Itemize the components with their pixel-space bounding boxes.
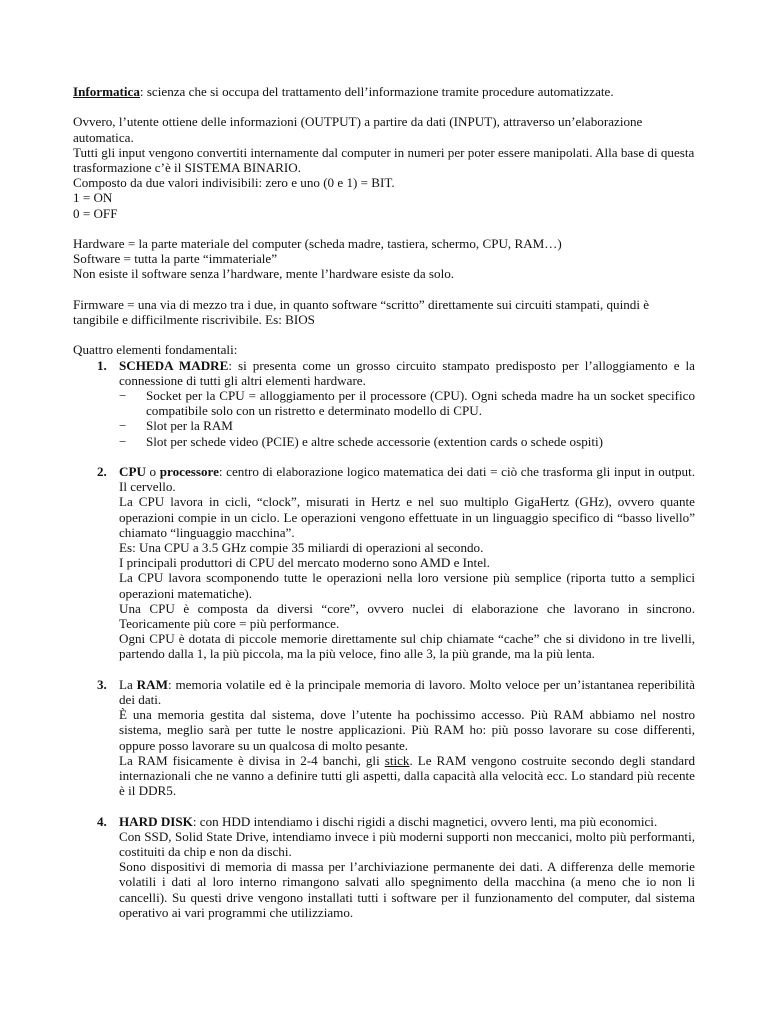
intro-paragraph-3: Composto da due valori indivisibili: zero e uno (0 e 1) = BIT. (73, 175, 395, 191)
stick-term: stick (384, 752, 410, 768)
ram-paragraph-system: È una memoria gestita dal sistema, dove l’utente ha pochissimo accesso. Più RAM abbiamo nel nostro sistema, meglio sarà per tutte le nostre applicazioni. Più RAM ho: più posso lavorare su cose differenti, oppure posso lavorare su un qualcosa di molto pesante. (119, 707, 695, 753)
intro-off-line: 0 = OFF (73, 205, 118, 221)
cpu-paragraph-example: Es: Una CPU a 3.5 GHz compie 35 miliardi di operazioni al secondo. (119, 540, 484, 556)
item-number: 4. (97, 813, 107, 829)
cpu-paragraph (119, 464, 695, 494)
sublist-item-text: Socket per la CPU = alloggiamento per il processore (CPU). Ogni scheda madre ha un socket specifico compatibile solo con un ristretto e determinato modello di CPU. (146, 388, 695, 419)
hdd-paragraph-ssd: Con SSD, Solid State Drive, intendiamo invece i più moderni supporti non meccanici, molto più performanti, costituiti da chip e non da dischi. (119, 828, 695, 860)
item-number: 3. (97, 676, 107, 692)
list-item-motherboard (73, 358, 695, 449)
intro-on-line: 1 = ON (73, 190, 113, 206)
item-title: RAM (136, 676, 168, 692)
item-connector: o (145, 464, 160, 479)
firmware-paragraph: Firmware = una via di mezzo tra i due, in quanto software “scritto” direttamente sui circuiti stampati, quindi è tangibile e difficilmente riscrivibile. Es: BIOS (73, 296, 650, 327)
ram-paragraph (119, 677, 695, 707)
sublist-item (119, 388, 695, 418)
item-title: SCHEDA MADRE (119, 357, 229, 373)
cpu-paragraph-decompose: La CPU lavora scomponendo tutte le operazioni nella loro versione più semplice (riporta tutto a semplici operazioni matematiche). (119, 570, 695, 601)
elements-heading: Quattro elementi fondamentali: (73, 342, 238, 358)
hdd-paragraph-storage: Sono dispositivi di memoria di massa per l’archiviazione permanente dei dati. A differenza delle memorie volatili i dati al loro interno rimangono salvati allo spegnimento della macchina (a meno che io non li cancelli). Su questi drive vengono installati tutti i software per il funzionamento del computer, dal sistema operativo ai vari programmi che utilizziamo. (119, 859, 695, 920)
definition-text: : scienza che si occupa del trattamento dell’informazione tramite procedure automatizzate. (139, 84, 614, 99)
cpu-paragraph-cache: Ogni CPU è dotata di piccole memorie direttamente sul chip chiamate “cache” che si dividono in tre livelli, partendo dalla 1, la più piccola, ma la più veloce, fino alle 3, la più grande, ma la più lenta. (119, 631, 695, 662)
sublist-item-text: Slot per schede video (PCIE) e altre schede accessorie (extention cards o schede ospiti) (146, 433, 604, 449)
item-text: : si presenta come un grosso circuito stampato predisposto per l’alloggiamento e la connessione di tutti gli altri elementi hardware. (119, 357, 695, 388)
dash-bullet-icon: − (119, 433, 127, 449)
hardware-note-line: Non esiste il software senza l’hardware, mente l’hardware esiste da solo. (73, 266, 455, 282)
sublist-item (119, 434, 695, 449)
hardware-line: Hardware = la parte materiale del computer (scheda madre, tastiera, schermo, CPU, RAM…) (73, 236, 562, 251)
ram-paragraph-banks (119, 753, 695, 799)
item-text: : centro di elaborazione logico matematica dei dati = ciò che trasforma gli input in output. Il cervello. (119, 464, 695, 495)
definition-term: Informatica (73, 84, 140, 99)
item-title: HARD DISK (119, 813, 193, 829)
hdd-paragraph (119, 814, 695, 829)
sublist-item (119, 418, 695, 433)
list-item-cpu (73, 464, 695, 662)
dash-bullet-icon: − (119, 418, 127, 434)
software-line: Software = tutta la parte “immateriale” (73, 251, 278, 267)
item-title: CPU (119, 464, 146, 479)
list-item-hard-disk (73, 814, 695, 920)
cpu-paragraph-producers: I principali produttori di CPU del mercato moderno sono AMD e Intel. (119, 555, 490, 571)
sublist-item-text: Slot per la RAM (146, 418, 233, 434)
definition-paragraph (73, 84, 695, 99)
item-text: : con HDD intendiamo i dischi rigidi a dischi magnetici, ovvero lenti, ma più economici. (192, 813, 658, 829)
list-item-ram (73, 677, 695, 799)
cpu-paragraph-clock: La CPU lavora in cicli, “clock”, misurati in Hertz e nel suo multiplo GigaHertz (GHz), ovvero quante operazioni compie in un ciclo. Le operazioni vengono effettuate in un linguaggio specifico di “basso livello” chiamato “linguaggio macchina”. (119, 494, 695, 540)
ram-banks-text-2: . Le RAM vengono costruite secondo degli standard internazionali che ne vanno a definire tutti gli aspetti, dalla capacità alla velocità ecc. Lo standard più recente è il DDR5. (119, 752, 695, 799)
item-prefix: La (119, 676, 137, 692)
intro-paragraph-1: Ovvero, l’utente ottiene delle informazioni (OUTPUT) a partire da dati (INPUT), attraverso un’elaborazione automatica. (73, 114, 643, 145)
motherboard-paragraph (119, 358, 695, 388)
ram-banks-text: La RAM fisicamente è divisa in 2-4 banchi, gli (119, 752, 385, 768)
item-text: : memoria volatile ed è la principale memoria di lavoro. Molto veloce per un’istantanea reperibilità dei dati. (119, 676, 695, 708)
dash-bullet-icon: − (119, 388, 127, 403)
cpu-paragraph-cores: Una CPU è composta da diversi “core”, ovvero nuclei di elaborazione che lavorano in sincrono. Teoricamente più core = più performance. (119, 600, 695, 632)
item-number: 1. (97, 357, 107, 373)
item-number: 2. (97, 464, 107, 479)
intro-paragraph-2: Tutti gli input vengono convertiti internamente dal computer in numeri per poter essere manipolati. Alla base di questa trasformazione c’è il SISTEMA BINARIO. (73, 144, 695, 175)
motherboard-sublist (119, 388, 695, 449)
item-title-2: processore (159, 464, 219, 479)
